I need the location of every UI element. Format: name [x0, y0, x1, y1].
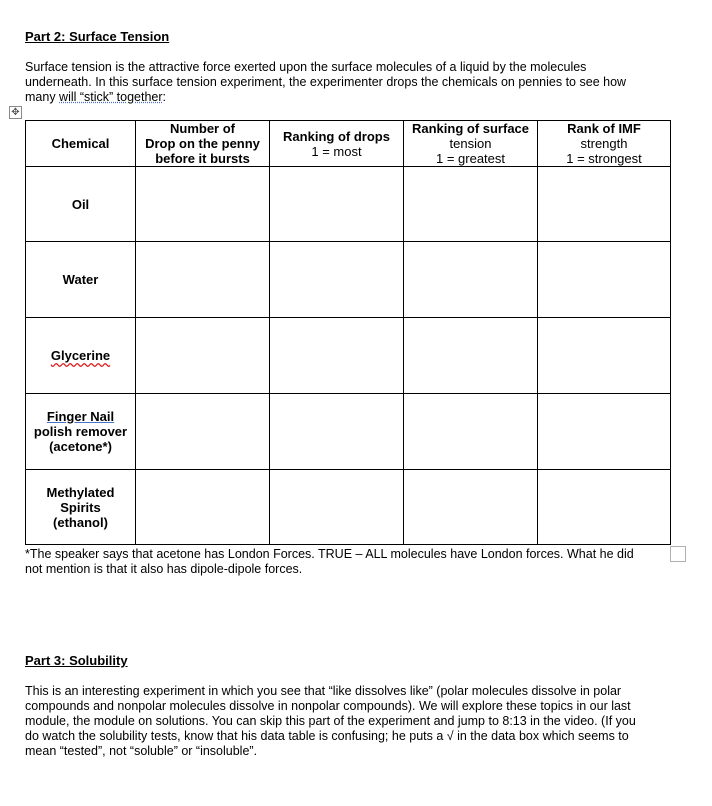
data-cell[interactable] — [270, 318, 404, 394]
data-cell[interactable] — [270, 394, 404, 470]
chemical-cell: Glycerine — [26, 318, 136, 394]
data-cell[interactable] — [136, 167, 270, 242]
chemical-cell: Finger Nail polish remover (acetone*) — [26, 394, 136, 470]
part3-line-3: module, the module on solutions. You can skip this part of the experiment and jump to 8:13 in the video. (If you — [25, 714, 636, 728]
part3-line-2: compounds and nonpolar molecules dissolve in nonpolar compounds). We will explore these topics in our last — [25, 699, 631, 713]
part3-line-5: mean “tested”, not “soluble” or “insoluble”. — [25, 744, 258, 758]
header-ranking-surface-tension: Ranking of surface tension 1 = greatest — [404, 121, 538, 167]
data-cell[interactable] — [404, 318, 538, 394]
data-cell[interactable] — [136, 394, 270, 470]
table-header-row — [26, 121, 671, 167]
header-ranking-of-drops: Ranking of drops 1 = most — [270, 121, 404, 167]
footnote-line-2: not mention is that it also has dipole-dipole forces. — [25, 562, 303, 576]
table-resize-handle[interactable] — [670, 546, 686, 562]
header-rank-imf: Rank of IMF strength 1 = strongest — [538, 121, 671, 167]
intro-line-1: Surface tension is the attractive force exerted upon the surface molecules of a liquid by the molecules — [25, 60, 587, 74]
part2-intro — [25, 60, 626, 105]
part3-heading: Part 3: Solubility — [25, 653, 128, 668]
data-cell[interactable] — [136, 318, 270, 394]
data-cell[interactable] — [538, 470, 671, 545]
table-row — [26, 394, 671, 470]
data-cell[interactable] — [136, 470, 270, 545]
data-cell[interactable] — [538, 242, 671, 318]
part3-line-1: This is an interesting experiment in which you see that “like dissolves like” (polar molecules dissolve in polar — [25, 684, 622, 698]
stick-together-text: will “stick” together — [59, 90, 163, 104]
data-cell[interactable] — [538, 394, 671, 470]
table-row — [26, 470, 671, 545]
table-row — [26, 318, 671, 394]
chemical-cell: Methylated Spirits (ethanol) — [26, 470, 136, 545]
intro-line-3: many will “stick” together: — [25, 90, 167, 104]
move-handle-icon[interactable]: ✥ — [9, 106, 22, 119]
part3-paragraph — [25, 684, 636, 759]
table-row — [26, 242, 671, 318]
part3-line-4: do watch the solubility tests, know that his data table is confusing; he puts a √ in the data box which seems to — [25, 729, 629, 743]
data-cell[interactable] — [404, 470, 538, 545]
data-cell[interactable] — [270, 470, 404, 545]
footnote — [25, 547, 634, 577]
data-cell[interactable] — [404, 242, 538, 318]
data-cell[interactable] — [538, 318, 671, 394]
data-cell[interactable] — [270, 242, 404, 318]
data-cell[interactable] — [538, 167, 671, 242]
header-number-of-drops: Number of Drop on the penny before it bursts — [136, 121, 270, 167]
intro-line-2: underneath. In this surface tension experiment, the experimenter drops the chemicals on pennies to see how — [25, 75, 627, 89]
header-chemical: Chemical — [26, 121, 136, 167]
surface-tension-table — [25, 120, 671, 545]
data-cell[interactable] — [404, 167, 538, 242]
data-cell[interactable] — [136, 242, 270, 318]
footnote-line-1: *The speaker says that acetone has London Forces. TRUE – ALL molecules have London forces. What he did — [25, 547, 634, 561]
text-cursor — [670, 395, 671, 409]
data-cell[interactable] — [270, 167, 404, 242]
data-cell[interactable] — [404, 394, 538, 470]
table-row — [26, 167, 671, 242]
chemical-cell: Oil — [26, 167, 136, 242]
chemical-cell: Water — [26, 242, 136, 318]
part2-heading: Part 2: Surface Tension — [25, 29, 170, 44]
